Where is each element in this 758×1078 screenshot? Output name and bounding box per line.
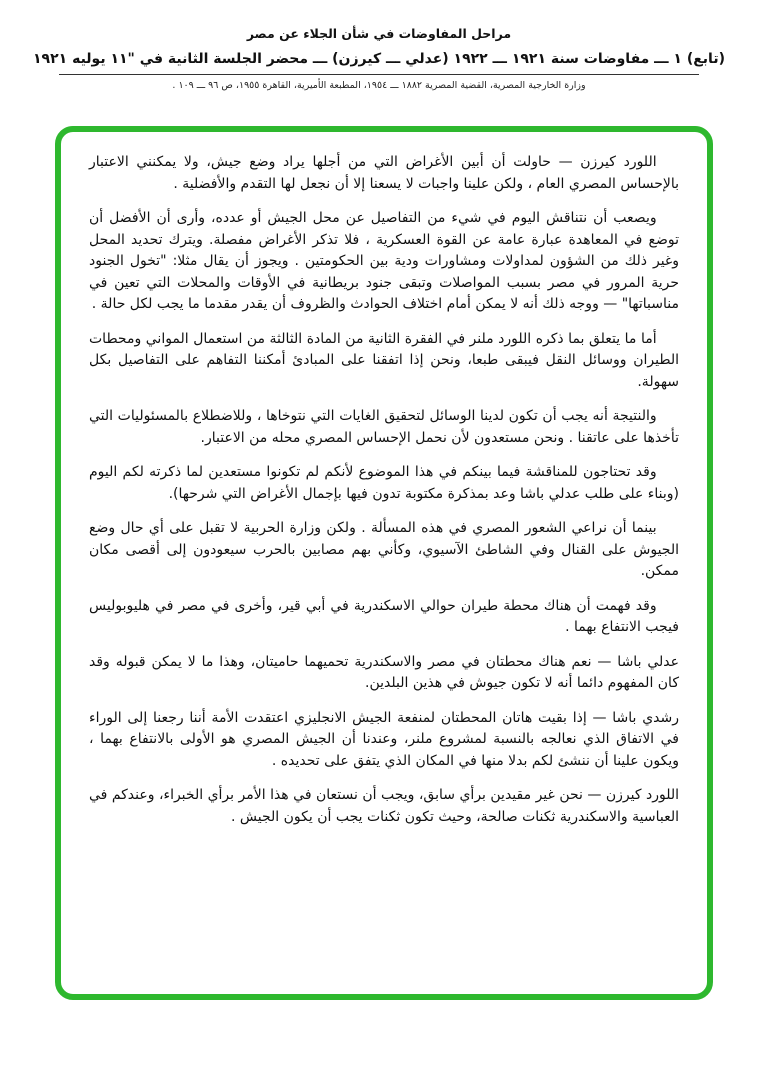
header-divider	[59, 74, 699, 75]
paragraph-treaty-wording: ويصعب أن نتناقش اليوم في شيء من التفاصيل عن محل الجيش أو عدده، وأرى أن الأفضل أن توضع في المعاهدة عبارة عامة عن القوة العسكرية ، فلا تذكر الأغراض مفصلة. ويترك تحديد المحل وغير ذلك من الشؤون لمداولات ومشاورات ودية بين الحكومتين . ويجوز أن يقال مثلا: "تخول الجنود حرية المرور في مصر بسبب المواصلات وتبقى جنود بريطانية في الأوقات والمحلات التي تعين في مناسباتها" — ووجه ذلك أنه لا يمكن أمام اختلاف الحوادث والظروف أن يقدر مقدما ما يجب لكل حالة .	[89, 210, 679, 312]
paragraph-air-stations: وقد فهمت أن هناك محطة طيران حوالي الاسكندرية في أبي قير، وأخرى في مصر في هليوبوليس فيجب الانتفاع بهما .	[89, 597, 679, 635]
header-source-citation: وزارة الخارجية المصرية، القضية المصرية ١٨٨٢ ـــ ١٩٥٤، المطبعة الأميرية، القاهرة ١٩٥٥، ص ٩٦ ـــ ١٠٩ .	[172, 80, 586, 91]
green-border-frame	[55, 126, 713, 1000]
header-subtitle: (تابع) ١ ـــ مفاوضات سنة ١٩٢١ ـــ ١٩٢٢ (عدلي ـــ كيرزن) ـــ محضر الجلسة الثانية في "١١ يوليه ١٩٢١	[33, 51, 725, 67]
document-header	[0, 0, 758, 91]
paragraph-curzon-opening: اللورد كيرزن — حاولت أن أبين الأغراض التي من أجلها يراد وضع جيش، ولا يمكنني الاعتبار بالإحساس المصري العام ، ولكن علينا واجبات لا يسعنا إلا أن نجعل لها التقدم والأفضلية .	[89, 154, 679, 192]
paragraph-curzon-reply: اللورد كيرزن — نحن غير مقيدين برأي سابق، ويجب أن نستعان في هذا الأمر برأي الخبراء، وعندكم في العباسية والاسكندرية ثكنات صالحة، وحيث تكون ثكنات يجب أن يكون الجيش .	[89, 787, 679, 825]
paragraph-milner-clause: أما ما يتعلق بما ذكره اللورد ملنر في الفقرة الثانية من المادة الثالثة من استعمال المواني ومحطات الطيران ووسائل النقل فيبقى طبعا، ونحن إذا اتفقنا على المبادئ أمكننا التفاهم على التفاصيل بكل سهولة.	[89, 330, 679, 390]
paragraph-war-ministry: بينما أن نراعي الشعور المصري في هذه المسألة . ولكن وزارة الحربية لا تقبل على أي حال وضع الجيوش على القنال وفي الشاطئ الآسيوي، وكأني بهم مصابين بالحرب سيعودون إلى أقصى مكان ممكن.	[89, 520, 679, 579]
header-title: مراحل المفاوضات في شأن الجلاء عن مصر	[246, 26, 512, 41]
paragraph-means-and-goals: والنتيجة أنه يجب أن تكون لدينا الوسائل لتحقيق الغايات التي نتوخاها ، وللاضطلاع بالمسئوليات التي تأخذها على عاتقنا . ونحن مستعدون لأن نحمل الإحساس المصري محله من الاعتبار.	[89, 408, 679, 446]
paragraph-rushdi-pasha: رشدي باشا — إذا بقيت هاتان المحطتان لمنفعة الجيش الانجليزي اعتقدت الأمة أننا رجعنا إلى الوراء في الاتفاق الذي نعالجه بالنسبة لمشروع ملنر، وعندنا أن الجيش المصري هو الأولى بالانتفاع بهما ، ويكون علينا أن ننشئ لكم بدلا منها في المكان الذي يتفق على تحديده .	[89, 709, 679, 769]
document-body	[89, 152, 679, 828]
paragraph-adli-pasha: عدلي باشا — نعم هناك محطتان في مصر والاسكندرية تحميهما حاميتان، وهذا ما لا يمكن قبوله وقد كان المفهوم دائما أنه لا تكون جيوش في هذين البلدين.	[89, 653, 679, 691]
paragraph-written-memo: وقد تحتاجون للمناقشة فيما بينكم في هذا الموضوع لأنكم لم تكونوا مستعدين لما ذكرته لكم اليوم (وبناء على طلب عدلي باشا وعد بمذكرة مكتوبة تدون فيها بإجمال الأغراض التي شرحها).	[89, 464, 679, 502]
